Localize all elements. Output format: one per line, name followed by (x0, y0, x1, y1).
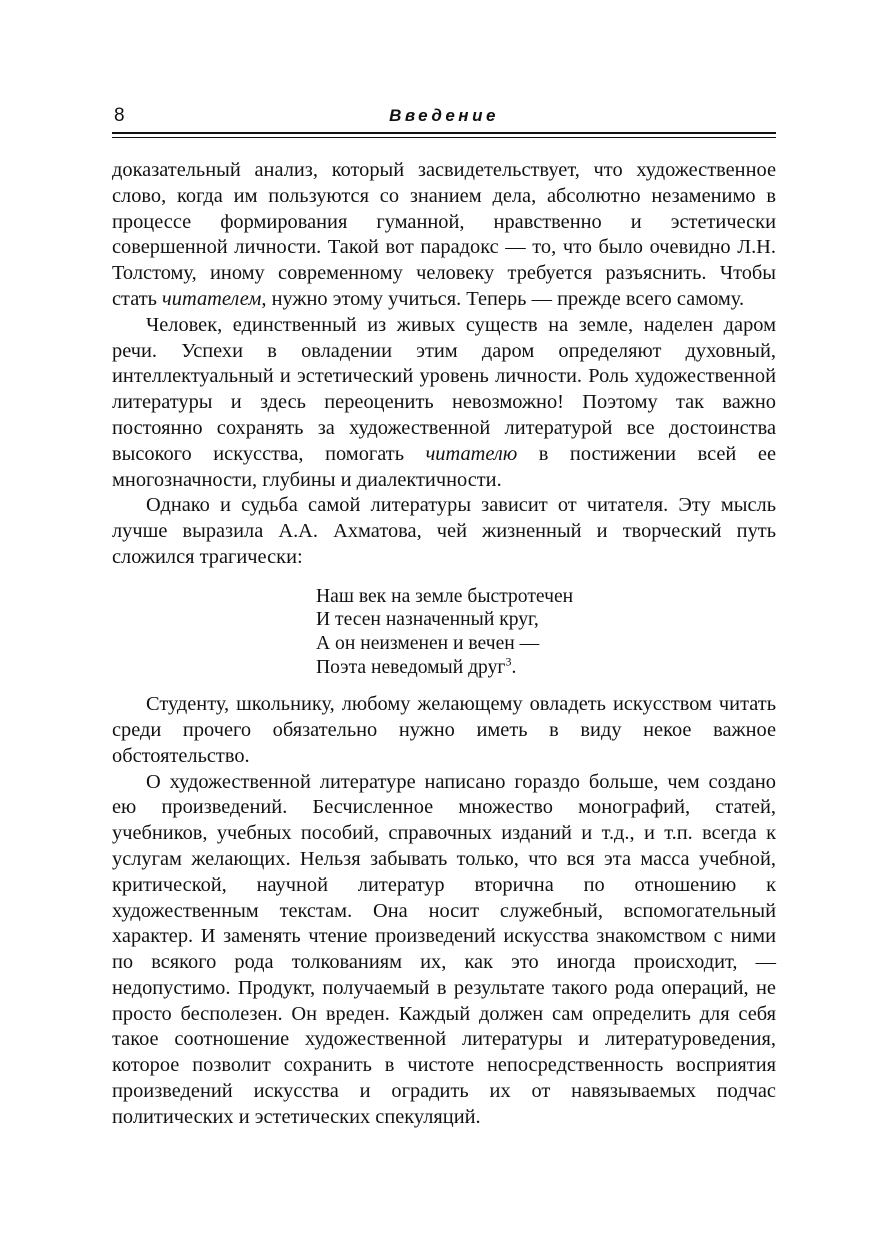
paragraph: Однако и судьба самой литературы зависит от читателя. Эту мысль лучше выразила А.А. Ахматова, чей жизненный и творческий путь сложился трагически: (112, 494, 776, 568)
poem-line-text: Поэта неведомый друг (316, 656, 506, 678)
paragraph (112, 158, 776, 313)
poem-line (316, 656, 776, 680)
emphasis-text: читателем (162, 287, 262, 310)
running-head (112, 96, 776, 132)
paragraph-text: доказательный анализ, который засвидетельствует, что художественное слово, когда им пользуются со знанием дела, абсолютно незаменимо в процессе формирования гуманной, нравственно и эстетически совершенной личности. Такой вот парадокс — то, что было очевидно Л.Н. Толстому, иному современному человеку требуется разъяснить. Чтобы стать (112, 159, 776, 310)
poem-line: Наш век на земле быстротечен (316, 585, 574, 607)
poem-line: А он неизменен и вечен — (316, 632, 540, 654)
poem-line-end: . (511, 656, 517, 678)
paragraph: О художественной литературе написано гораздо больше, чем создано ею произведений. Бесчисленное множество монографий, статей, учебников, учебных пособий, справочных изданий и т.д., и т.п. всегда к услугам желающих. Нельзя забывать только, что вся эта масса учебной, критической, научной литератур вторична по отношению к художественным текстам. Она носит служебный, вспомогательный характер. И заменять чтение произведений искусства знакомством с ними по всякого рода толкованиям их, как это иногда происходит, — недопустимо. Продукт, получаемый в результате такого рода операций, не просто бесполезен. Он вреден. Каждый должен сам определить для себя такое соотношение художественной литературы и литературоведения, которое позволит сохранить в чистоте непосредственность восприятия произведений искусства и оградить их от навязываемых подчас политических и эстетических спекуляций. (112, 770, 776, 1128)
paragraph-text: Человек, единственный из живых существ на земле, наделен даром речи. Успехи в овладении этим даром определяют духовный, интеллектуальный и эстетический уровень личности. Роль художественной литературы и здесь переоценить невозможно! Поэтому так важно постоянно сохранять за художественной литературой все достоинства высокого искусства, помогать (112, 313, 776, 465)
poem-line: И тесен назначенный круг, (316, 609, 539, 631)
paragraph-text: в постижении всей ее многозначности, глубины и диалектичности. (112, 442, 776, 491)
section-title: Введение (389, 106, 499, 125)
body-text (112, 158, 776, 1131)
book-page (112, 96, 776, 1128)
header-rule-thin (112, 137, 776, 138)
paragraph (112, 313, 776, 494)
header-rule (112, 132, 776, 134)
poem-quote (316, 585, 776, 679)
paragraph: Студенту, школьнику, любому желающему овладеть искусством читать среди прочего обязательно нужно иметь в виду некое важное обстоятельство. (112, 693, 776, 767)
footnote-reference[interactable]: 3 (505, 654, 512, 668)
paragraph-text: , нужно этому учиться. Теперь — прежде всего самому. (261, 287, 745, 310)
emphasis-text: читателю (425, 442, 518, 465)
page-number: 8 (114, 105, 125, 126)
